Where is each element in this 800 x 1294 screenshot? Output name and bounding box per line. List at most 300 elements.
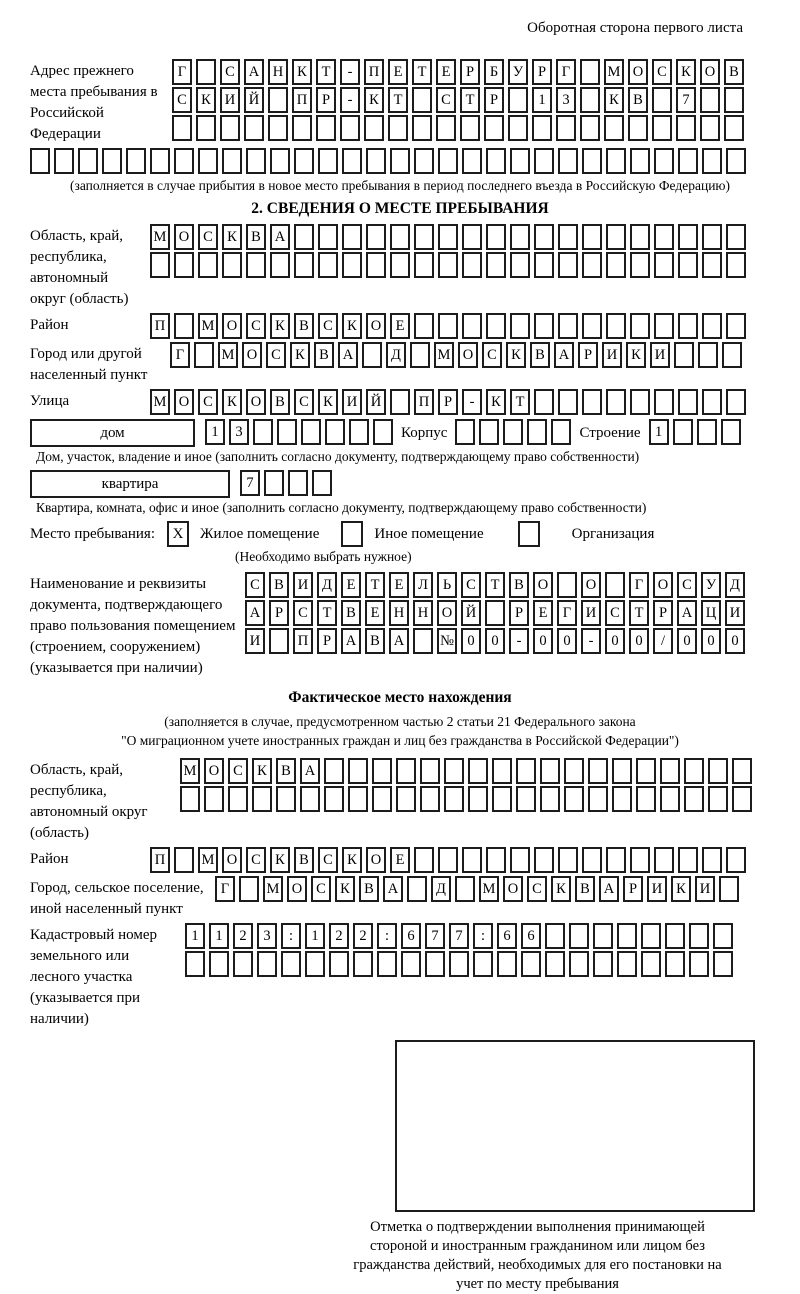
char-cell xyxy=(588,786,608,812)
char-cell xyxy=(678,313,698,339)
char-cell xyxy=(449,951,469,977)
char-cell xyxy=(353,951,373,977)
char-cell: К xyxy=(342,313,362,339)
actual-oblast-row-2 xyxy=(180,786,752,812)
char-cell xyxy=(564,786,584,812)
char-cell xyxy=(510,224,530,250)
char-cell xyxy=(257,951,277,977)
char-cell xyxy=(185,951,205,977)
char-cell: О xyxy=(653,572,673,598)
char-cell: Р xyxy=(623,876,643,902)
char-cell xyxy=(172,115,192,141)
stamp-box xyxy=(395,1040,755,1212)
char-cell xyxy=(324,758,344,784)
char-cell xyxy=(551,419,571,445)
char-cell xyxy=(396,758,416,784)
char-cell: В xyxy=(530,342,550,368)
char-cell xyxy=(702,252,722,278)
char-cell: - xyxy=(462,389,482,415)
char-cell xyxy=(150,148,170,174)
char-cell xyxy=(268,87,288,113)
char-cell xyxy=(612,758,632,784)
char-cell: Т xyxy=(485,572,505,598)
char-cell: О xyxy=(581,572,601,598)
oblast-row-1 xyxy=(150,224,746,250)
char-cell xyxy=(580,59,600,85)
char-cell: К xyxy=(252,758,272,784)
char-cell xyxy=(582,313,602,339)
char-cell: М xyxy=(180,758,200,784)
char-cell xyxy=(492,758,512,784)
char-cell xyxy=(410,342,430,368)
char-cell: Т xyxy=(317,600,337,626)
char-cell: : xyxy=(377,923,397,949)
char-cell xyxy=(684,786,704,812)
char-cell: Е xyxy=(390,847,410,873)
char-cell xyxy=(726,313,746,339)
char-cell xyxy=(702,224,722,250)
char-cell xyxy=(390,252,410,278)
char-cell: С xyxy=(198,389,218,415)
char-cell: Г xyxy=(170,342,190,368)
char-cell xyxy=(708,786,728,812)
char-cell: П xyxy=(150,847,170,873)
char-cell: И xyxy=(695,876,715,902)
char-cell: К xyxy=(270,313,290,339)
char-cell xyxy=(373,419,393,445)
char-cell xyxy=(654,847,674,873)
char-cell: С xyxy=(228,758,248,784)
char-cell: 0 xyxy=(629,628,649,654)
char-cell xyxy=(396,786,416,812)
actual-oblast-cell-rows xyxy=(180,758,752,812)
char-cell: И xyxy=(342,389,362,415)
char-cell xyxy=(455,419,475,445)
char-cell: К xyxy=(671,876,691,902)
char-cell: М xyxy=(150,389,170,415)
char-cell xyxy=(534,148,554,174)
char-cell: В xyxy=(246,224,266,250)
char-cell xyxy=(580,115,600,141)
char-cell: С xyxy=(172,87,192,113)
char-cell xyxy=(558,148,578,174)
char-cell: - xyxy=(340,87,360,113)
actual-location-title: Фактическое место нахождения xyxy=(288,689,512,706)
raion-field xyxy=(30,313,770,339)
char-cell xyxy=(724,87,744,113)
char-cell xyxy=(340,115,360,141)
char-cell: И xyxy=(581,600,601,626)
char-cell xyxy=(269,628,289,654)
char-cell xyxy=(462,148,482,174)
char-cell: И xyxy=(650,342,670,368)
char-cell: В xyxy=(276,758,296,784)
char-cell xyxy=(606,389,626,415)
char-cell xyxy=(558,389,578,415)
raion-row xyxy=(150,313,746,339)
char-cell xyxy=(198,252,218,278)
char-cell xyxy=(342,252,362,278)
document-cell-rows xyxy=(245,572,745,654)
char-cell: А xyxy=(338,342,358,368)
char-cell xyxy=(532,115,552,141)
char-cell xyxy=(325,419,345,445)
char-cell: О xyxy=(458,342,478,368)
char-cell xyxy=(726,148,746,174)
char-cell: О xyxy=(246,389,266,415)
char-cell xyxy=(462,847,482,873)
char-cell: В xyxy=(509,572,529,598)
actual-location-caption-2: "О миграционном учете иностранных граждан и лиц без гражданства в Российской Федерации") xyxy=(121,733,679,748)
char-cell: Д xyxy=(386,342,406,368)
char-cell xyxy=(510,252,530,278)
char-cell: П xyxy=(293,628,313,654)
actual-location-caption-1: (заполняется в случае, предусмотренном частью 2 статьи 21 Федерального закона xyxy=(164,714,636,729)
char-cell: : xyxy=(473,923,493,949)
char-cell xyxy=(444,758,464,784)
char-cell: К xyxy=(676,59,696,85)
char-cell: О xyxy=(174,389,194,415)
char-cell xyxy=(462,313,482,339)
char-cell xyxy=(54,148,74,174)
char-cell xyxy=(606,148,626,174)
char-cell xyxy=(413,628,433,654)
kvartira-cells xyxy=(240,470,332,496)
char-cell: Р xyxy=(269,600,289,626)
char-cell: 0 xyxy=(701,628,721,654)
char-cell: И xyxy=(725,600,745,626)
char-cell xyxy=(582,224,602,250)
char-cell xyxy=(636,786,656,812)
char-cell: 2 xyxy=(329,923,349,949)
char-cell: О xyxy=(366,847,386,873)
char-cell xyxy=(438,313,458,339)
char-cell xyxy=(324,786,344,812)
char-cell: У xyxy=(701,572,721,598)
char-cell: В xyxy=(341,600,361,626)
document-row-3 xyxy=(245,628,745,654)
char-cell: П xyxy=(150,313,170,339)
char-cell: 1 xyxy=(205,419,225,445)
char-cell xyxy=(582,148,602,174)
korpus-label: Корпус xyxy=(401,425,448,441)
char-cell: Т xyxy=(510,389,530,415)
char-cell xyxy=(665,923,685,949)
char-cell xyxy=(414,847,434,873)
char-cell: И xyxy=(602,342,622,368)
char-cell xyxy=(534,847,554,873)
dom-caption: Дом, участок, владение и иное (заполнить согласно документу, подтверждающему право собственности) xyxy=(36,449,640,464)
char-cell: Й xyxy=(366,389,386,415)
actual-raion-label: Район xyxy=(30,851,69,867)
char-cell xyxy=(713,923,733,949)
char-cell xyxy=(414,313,434,339)
char-cell xyxy=(606,224,626,250)
char-cell xyxy=(654,224,674,250)
zhiloe-checkbox: X xyxy=(167,521,189,547)
dom-box: дом xyxy=(30,419,195,447)
char-cell xyxy=(569,923,589,949)
char-cell: О xyxy=(222,313,242,339)
char-cell: К xyxy=(364,87,384,113)
char-cell xyxy=(534,313,554,339)
char-cell xyxy=(126,148,146,174)
char-cell xyxy=(366,252,386,278)
char-cell: И xyxy=(220,87,240,113)
char-cell xyxy=(510,148,530,174)
char-cell xyxy=(660,758,680,784)
char-cell xyxy=(268,115,288,141)
char-cell xyxy=(678,148,698,174)
char-cell xyxy=(292,115,312,141)
char-cell xyxy=(676,115,696,141)
char-cell xyxy=(700,87,720,113)
char-cell xyxy=(673,419,693,445)
char-cell: С xyxy=(311,876,331,902)
char-cell: 1 xyxy=(185,923,205,949)
char-cell: В xyxy=(359,876,379,902)
char-cell xyxy=(270,148,290,174)
char-cell xyxy=(485,600,505,626)
char-cell: 1 xyxy=(209,923,229,949)
char-cell xyxy=(726,224,746,250)
char-cell: 7 xyxy=(425,923,445,949)
char-cell xyxy=(174,148,194,174)
char-cell xyxy=(281,951,301,977)
char-cell: О xyxy=(287,876,307,902)
mesto-label: Место пребывания: xyxy=(30,525,155,542)
ulitsa-row xyxy=(150,389,746,415)
char-cell xyxy=(366,224,386,250)
char-cell: 1 xyxy=(649,419,669,445)
char-cell: Р xyxy=(438,389,458,415)
char-cell xyxy=(678,389,698,415)
char-cell: К xyxy=(222,389,242,415)
char-cell: И xyxy=(293,572,313,598)
actual-raion-field xyxy=(30,847,770,873)
char-cell: К xyxy=(196,87,216,113)
gorod-row xyxy=(170,342,742,368)
char-cell: К xyxy=(551,876,571,902)
char-cell xyxy=(636,758,656,784)
char-cell: С xyxy=(220,59,240,85)
char-cell xyxy=(348,786,368,812)
char-cell xyxy=(204,786,224,812)
char-cell: А xyxy=(245,600,265,626)
char-cell: 3 xyxy=(229,419,249,445)
char-cell: Е xyxy=(533,600,553,626)
char-cell xyxy=(174,847,194,873)
char-cell: 0 xyxy=(485,628,505,654)
kvartira-caption: Квартира, комната, офис и иное (заполнить согласно документу, подтверждающему право собственности) xyxy=(36,500,647,515)
char-cell xyxy=(455,876,475,902)
char-cell xyxy=(366,148,386,174)
char-cell xyxy=(288,470,308,496)
stroenie-cells xyxy=(649,419,741,445)
char-cell xyxy=(305,951,325,977)
char-cell: О xyxy=(628,59,648,85)
char-cell: С xyxy=(318,847,338,873)
kadastr-row-1 xyxy=(185,923,733,949)
char-cell xyxy=(30,148,50,174)
char-cell: К xyxy=(292,59,312,85)
char-cell xyxy=(564,758,584,784)
char-cell: Н xyxy=(413,600,433,626)
char-cell: П xyxy=(364,59,384,85)
char-cell xyxy=(684,758,704,784)
char-cell: - xyxy=(340,59,360,85)
actual-gorod-row xyxy=(215,876,739,902)
char-cell xyxy=(264,470,284,496)
char-cell xyxy=(628,115,648,141)
char-cell xyxy=(516,786,536,812)
char-cell: Г xyxy=(215,876,235,902)
char-cell xyxy=(630,252,650,278)
char-cell: 0 xyxy=(557,628,577,654)
char-cell xyxy=(390,148,410,174)
char-cell xyxy=(253,419,273,445)
char-cell: С xyxy=(527,876,547,902)
char-cell xyxy=(630,224,650,250)
char-cell xyxy=(364,115,384,141)
char-cell xyxy=(534,389,554,415)
char-cell: Е xyxy=(341,572,361,598)
char-cell: 6 xyxy=(401,923,421,949)
gorod-label: Город или другой населенный пункт xyxy=(30,346,148,383)
char-cell: И xyxy=(647,876,667,902)
char-cell: А xyxy=(389,628,409,654)
char-cell xyxy=(401,951,421,977)
char-cell xyxy=(726,389,746,415)
char-cell: С xyxy=(266,342,286,368)
char-cell xyxy=(556,115,576,141)
char-cell xyxy=(196,115,216,141)
char-cell xyxy=(545,951,565,977)
char-cell xyxy=(654,313,674,339)
char-cell xyxy=(301,419,321,445)
char-cell: 7 xyxy=(676,87,696,113)
char-cell xyxy=(732,786,752,812)
prev-address-block xyxy=(30,59,770,145)
char-cell xyxy=(652,115,672,141)
char-cell xyxy=(641,923,661,949)
char-cell: К xyxy=(290,342,310,368)
prev-address-row-4 xyxy=(30,148,770,174)
char-cell xyxy=(194,342,214,368)
char-cell xyxy=(438,148,458,174)
char-cell: Т xyxy=(629,600,649,626)
char-cell: Г xyxy=(629,572,649,598)
char-cell: М xyxy=(604,59,624,85)
char-cell xyxy=(252,786,272,812)
char-cell: К xyxy=(222,224,242,250)
char-cell xyxy=(722,342,742,368)
char-cell: 0 xyxy=(725,628,745,654)
char-cell: К xyxy=(335,876,355,902)
char-cell xyxy=(641,951,661,977)
char-cell xyxy=(270,252,290,278)
ulitsa-label: Улица xyxy=(30,393,70,409)
char-cell: Р xyxy=(484,87,504,113)
char-cell: О xyxy=(222,847,242,873)
section2-title: 2. СВЕДЕНИЯ О МЕСТЕ ПРЕБЫВАНИЯ xyxy=(251,200,549,217)
char-cell xyxy=(545,923,565,949)
zhiloe-label: Жилое помещение xyxy=(200,525,320,542)
char-cell xyxy=(540,758,560,784)
char-cell: Ь xyxy=(437,572,457,598)
char-cell: Н xyxy=(389,600,409,626)
char-cell: К xyxy=(342,847,362,873)
char-cell xyxy=(294,148,314,174)
char-cell: Г xyxy=(556,59,576,85)
kadastr-field xyxy=(30,923,770,1030)
char-cell xyxy=(588,758,608,784)
char-cell xyxy=(348,758,368,784)
char-cell: В xyxy=(628,87,648,113)
char-cell: С xyxy=(482,342,502,368)
char-cell xyxy=(486,252,506,278)
char-cell xyxy=(436,115,456,141)
kvartira-box: квартира xyxy=(30,470,230,498)
char-cell: В xyxy=(269,572,289,598)
char-cell: К xyxy=(626,342,646,368)
inoe-checkbox xyxy=(341,521,363,547)
oblast-field xyxy=(30,224,770,310)
char-cell: 3 xyxy=(556,87,576,113)
char-cell: С xyxy=(605,600,625,626)
dom-field xyxy=(30,419,770,447)
char-cell: С xyxy=(246,313,266,339)
char-cell: М xyxy=(218,342,238,368)
char-cell xyxy=(503,419,523,445)
char-cell: Т xyxy=(365,572,385,598)
char-cell: Й xyxy=(244,87,264,113)
char-cell: М xyxy=(263,876,283,902)
char-cell: А xyxy=(270,224,290,250)
char-cell xyxy=(702,389,722,415)
organizatsiya-label: Организация xyxy=(571,525,655,542)
char-cell xyxy=(444,786,464,812)
char-cell: С xyxy=(436,87,456,113)
char-cell: 6 xyxy=(521,923,541,949)
char-cell xyxy=(438,847,458,873)
char-cell: 0 xyxy=(605,628,625,654)
char-cell xyxy=(407,876,427,902)
char-cell xyxy=(414,252,434,278)
char-cell xyxy=(674,342,694,368)
char-cell: П xyxy=(414,389,434,415)
char-cell xyxy=(702,148,722,174)
char-cell: У xyxy=(508,59,528,85)
char-cell: Д xyxy=(431,876,451,902)
char-cell: Р xyxy=(460,59,480,85)
char-cell: 6 xyxy=(497,923,517,949)
actual-oblast-row-1 xyxy=(180,758,752,784)
organizatsiya-checkbox xyxy=(518,521,540,547)
char-cell xyxy=(390,389,410,415)
char-cell xyxy=(318,252,338,278)
mesto-hint: (Необходимо выбрать нужное) xyxy=(235,549,412,564)
char-cell: О xyxy=(366,313,386,339)
char-cell xyxy=(697,419,717,445)
prev-address-label: Адрес прежнего места пребывания в Российской Федерации xyxy=(30,63,158,142)
actual-oblast-label: Область, край, республика, автономный округ (область) xyxy=(30,762,148,841)
char-cell: Р xyxy=(316,87,336,113)
char-cell: Р xyxy=(578,342,598,368)
char-cell xyxy=(196,59,216,85)
prev-address-row-1 xyxy=(172,59,744,85)
char-cell xyxy=(708,758,728,784)
